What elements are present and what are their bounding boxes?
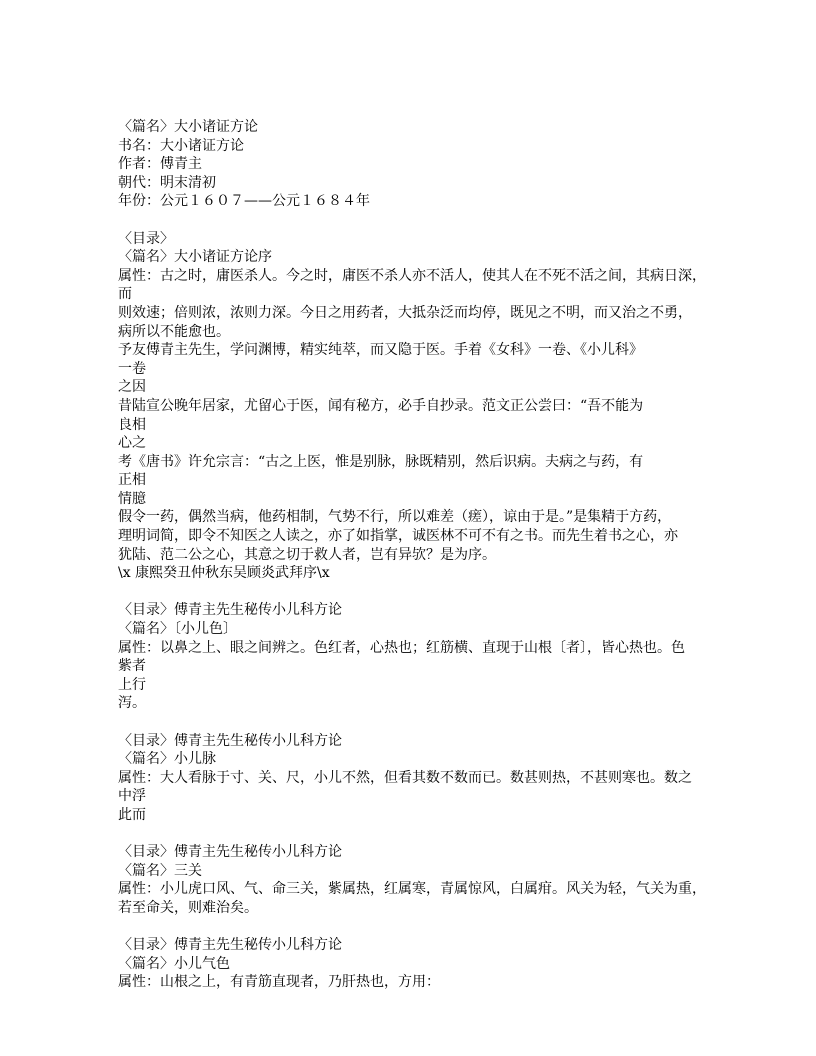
chapter-title-line: 〈篇名〉小儿气色 (118, 955, 230, 972)
body-line: 情臆 (118, 490, 146, 507)
chapter-title-line: 〈篇名〉〔小儿色〕 (118, 621, 237, 638)
spacer (118, 825, 708, 844)
section-three-gates (118, 843, 708, 917)
signature-line: \x 康熙癸丑仲秋东吴顾炎武拜序\x (118, 565, 330, 582)
toc-line: 〈目录〉傅青主先生秘传小儿科方论 (118, 844, 342, 861)
body-line: 属性：大人看脉于寸、关、尺，小儿不然，但看其数不数而已。数甚则热，不甚则寒也。数之 (118, 769, 692, 786)
section-child-color (118, 601, 708, 713)
toc-line: 〈目录〉傅青主先生秘传小儿科方论 (118, 602, 342, 619)
body-line: 心之 (118, 435, 146, 452)
body-line: 一卷 (118, 360, 146, 377)
body-line: 良相 (118, 416, 146, 433)
spacer (118, 713, 708, 732)
body-line: 泻。 (118, 695, 146, 712)
section-child-complexion (118, 936, 708, 992)
body-line: 属性：古之时，庸医杀人。今之时，庸医不杀人亦不活人，使其人在不死不活之间，其病日深， (118, 267, 706, 284)
body-line: 之因 (118, 379, 146, 396)
chapter-title-line: 〈篇名〉三关 (118, 862, 202, 879)
body-line: 予友傅青主先生，学问渊博，精实纯萃，而又隐于医。手着《女科》一卷、《小儿科》 (118, 342, 643, 359)
body-line: 正相 (118, 472, 146, 489)
title-line: 〈篇名〉大小诸证方论 (118, 119, 258, 135)
body-line: 属性：以鼻之上、眼之间辨之。色红者，心热也；红筋横、直现于山根〔者〕，皆心热也。色 (118, 639, 685, 656)
body-line: 理明词简，即令不知医之人读之，亦了如指掌，诚医林不可不有之书。而先生着书之心，亦 (118, 528, 678, 545)
spacer (118, 211, 708, 230)
body-line: 此而 (118, 806, 146, 823)
chapter-title-line: 〈篇名〉小儿脉 (118, 751, 216, 768)
body-line: 若至命关，则难治矣。 (118, 899, 258, 916)
dynasty-line: 朝代：明末清初 (118, 174, 216, 191)
body-line: 考《唐书》许允宗言：“古之上医，惟是别脉，脉既精别，然后识病。夫病之与药，有 (118, 453, 644, 470)
body-line: 属性：小儿虎口风、气、命三关，紫属热，红属寒，青属惊风，白属疳。风关为轻，气关为重， (118, 881, 706, 898)
spacer (118, 918, 708, 937)
toc-line: 〈目录〉傅青主先生秘传小儿科方论 (118, 937, 342, 954)
spacer (118, 583, 708, 602)
body-line: 属性：山根之上，有青筋直现者，乃肝热也，方用： (118, 974, 440, 991)
body-line: 病所以不能愈也。 (118, 323, 230, 340)
document-header (118, 118, 708, 211)
section-preface (118, 230, 708, 583)
body-line: 犹陆、范二公之心，其意之切于救人者，岂有异欤？是为序。 (118, 546, 496, 563)
chapter-title-line: 〈篇名〉大小诸证方论序 (118, 249, 272, 266)
toc-line: 〈目录〉傅青主先生秘传小儿科方论 (118, 732, 342, 749)
author-line: 作者：傅青主 (118, 156, 202, 173)
document-page (118, 118, 708, 992)
body-line: 假令一药，偶然当病，他药相制，气势不行，所以难差（瘥），谅由于是。”是集精于方药， (118, 509, 672, 526)
body-line: 紫者 (118, 658, 146, 675)
body-line: 而 (118, 286, 132, 303)
body-line: 昔陆宣公晚年居家，尤留心于医，闻有秘方，必手自抄录。范文正公尝曰：“吾不能为 (118, 397, 644, 414)
body-line: 则效速；倍则浓，浓则力深。今日之用药者，大抵杂泛而均停，既见之不明，而又治之不勇， (118, 304, 692, 321)
body-line: 中浮 (118, 788, 146, 805)
body-line: 上行 (118, 676, 146, 693)
years-line: 年份：公元１６０７——公元１６８４年 (118, 193, 370, 210)
toc-line: 〈目录〉 (118, 230, 174, 247)
book-line: 书名：大小诸证方论 (118, 137, 244, 154)
section-child-pulse (118, 732, 708, 825)
